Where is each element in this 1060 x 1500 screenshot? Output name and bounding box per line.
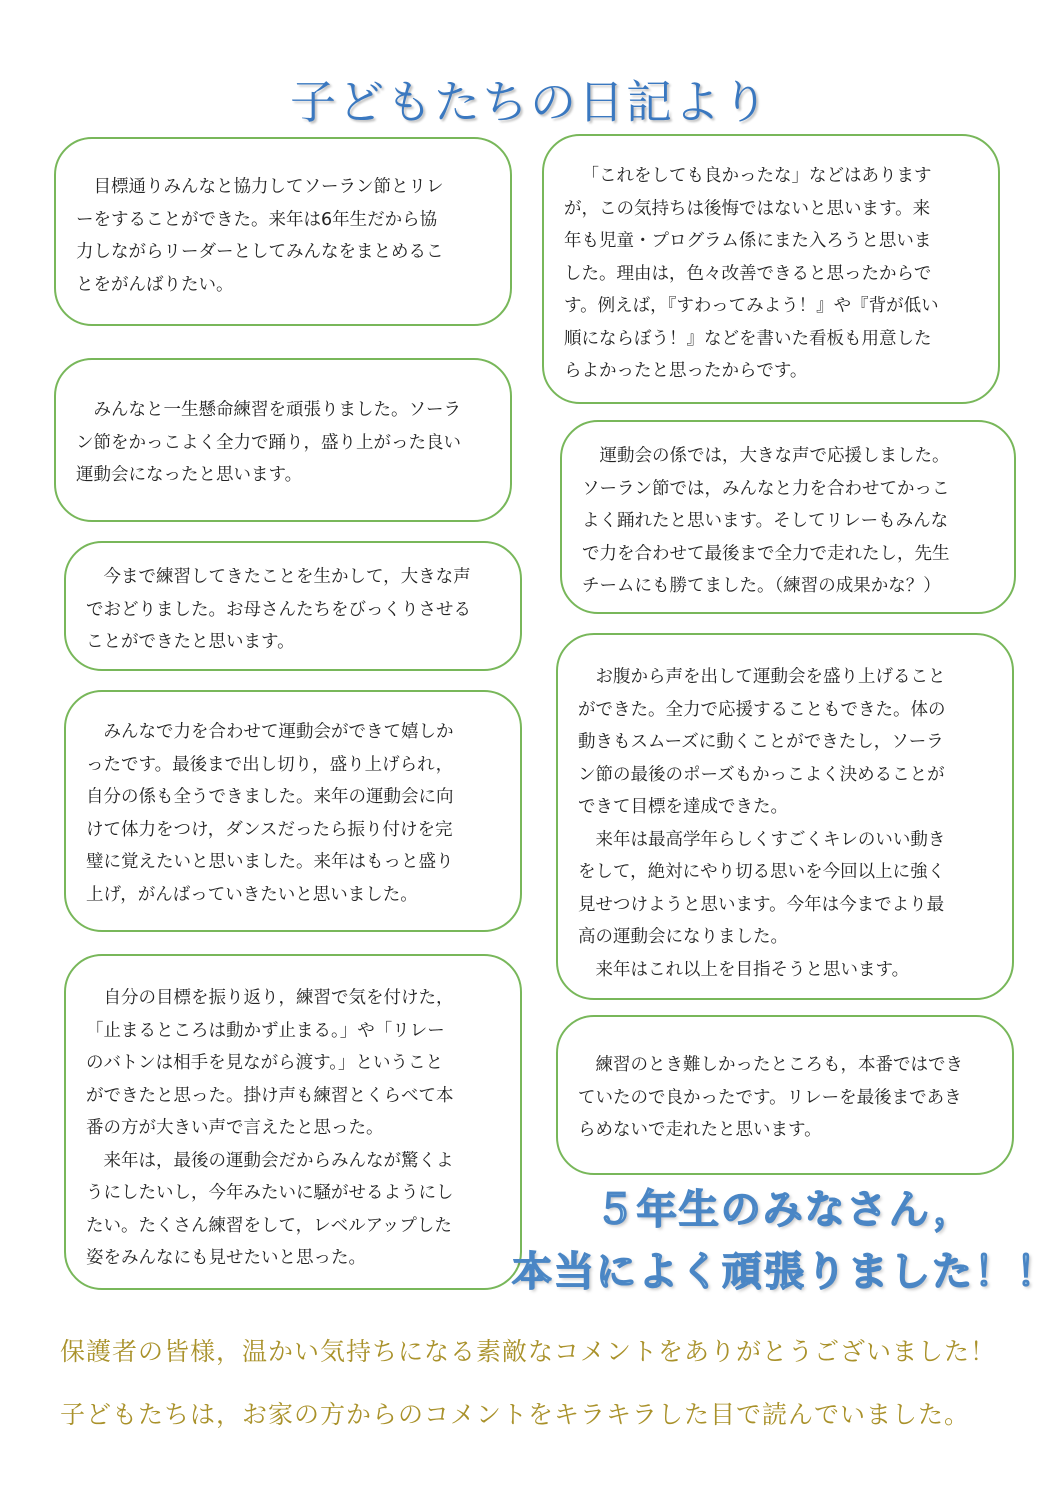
diary-box bbox=[560, 420, 1016, 614]
diary-text: 自分の目標を振り返り，練習で気を付けた， 「止まるところは動かず止まる。」や「リレー のバトンは相手を見ながら渡す。」ということ ができたと思った。掛け声も練習とくらべて本 番の方が大きい声で言えたと思った。 bbox=[86, 988, 454, 1138]
cheer-line-2: 本当によく頑張りました！！ bbox=[512, 1249, 1058, 1295]
children-note: 子どもたちは，お家の方からのコメントをキラキラした目で読んでいました。 bbox=[60, 1400, 971, 1429]
diary-text: 運動会の係では，大きな声で応援しました。 ソーラン節では，みんなと力を合わせてかっこ よく踊れたと思います。そしてリレーもみんな で力を合わせて最後まで全力で走れたし，先生 チームにも勝てました。（練習の成果かな？） bbox=[582, 446, 950, 596]
diary-box bbox=[556, 1015, 1014, 1175]
diary-text: 「これをしても良かったな」などはあります が，この気持ちは後悔ではないと思います。来 年も児童・プログラム係にまた入ろうと思いま した。理由は，色々改善できると思ったからで す。例えば，『すわってみよう！』や『背が低い 順にならぼう！』などを書いた看板も用意した らよかったと思ったからです。 bbox=[564, 166, 939, 381]
diary-text: 来年は，最後の運動会だからみんなが驚くよ うにしたいし，今年みたいに騒がせるようにし たい。たくさん練習をして，レベルアップした 姿をみんなにも見せたいと思った。 bbox=[86, 1150, 454, 1268]
diary-box bbox=[64, 954, 522, 1290]
diary-text: 練習のとき難しかったところも，本番ではでき ていたので良かったです。リレーを最後まであき らめないで走れたと思います。 bbox=[578, 1055, 963, 1140]
diary-box bbox=[54, 137, 512, 326]
diary-box bbox=[64, 541, 522, 671]
diary-text: みんなで力を合わせて運動会ができて嬉しか ったです。最後まで出し切り，盛り上げられ， 自分の係も全うできました。来年の運動会に向 けて体力をつけ，ダンスだったら振り付けを完 璧に覚えたいと思いました。来年はもっと盛り 上げ，がんばっていきたいと思いました。 bbox=[86, 722, 454, 905]
diary-text: みんなと一生懸命練習を頑張りました。ソーラ ン節をかっこよく全力で踊り，盛り上がった良い 運動会になったと思います。 bbox=[76, 400, 461, 485]
diary-box bbox=[556, 633, 1014, 1000]
diary-box bbox=[54, 358, 512, 522]
diary-box bbox=[64, 690, 522, 932]
page-title: 子どもたちの日記より bbox=[290, 75, 770, 129]
diary-text: 目標通りみんなと協力してソーラン節とリレ ーをすることができた。来年は6年生だから協 力しながらリーダーとしてみんなをまとめるこ とをがんばりたい。 bbox=[76, 177, 444, 295]
diary-text: 来年はこれ以上を目指そうと思います。 bbox=[595, 959, 910, 980]
diary-text: 今まで練習してきたことを生かして，大きな声 でおどりました。お母さんたちをびっくりさせる ことができたと思います。 bbox=[86, 567, 471, 652]
diary-text: 来年は最高学年らしくすごくキレのいい動き をして，絶対にやり切る思いを今回以上に強く 見せつけようと思います。今年は今までより最 高の運動会になりました。 bbox=[578, 829, 946, 947]
diary-text: お腹から声を出して運動会を盛り上げること ができた。全力で応援することもできた。体の 動きもスムーズに動くことができたし，ソーラ ン節の最後のポーズもかっこよく決めることが できて目標を達成できた。 bbox=[578, 667, 946, 817]
thanks-note: 保護者の皆様，温かい気持ちになる素敵なコメントをありがとうございました！ bbox=[60, 1337, 997, 1366]
diary-box bbox=[542, 134, 1000, 404]
cheer-line-1: ５年生のみなさん， bbox=[594, 1187, 976, 1233]
